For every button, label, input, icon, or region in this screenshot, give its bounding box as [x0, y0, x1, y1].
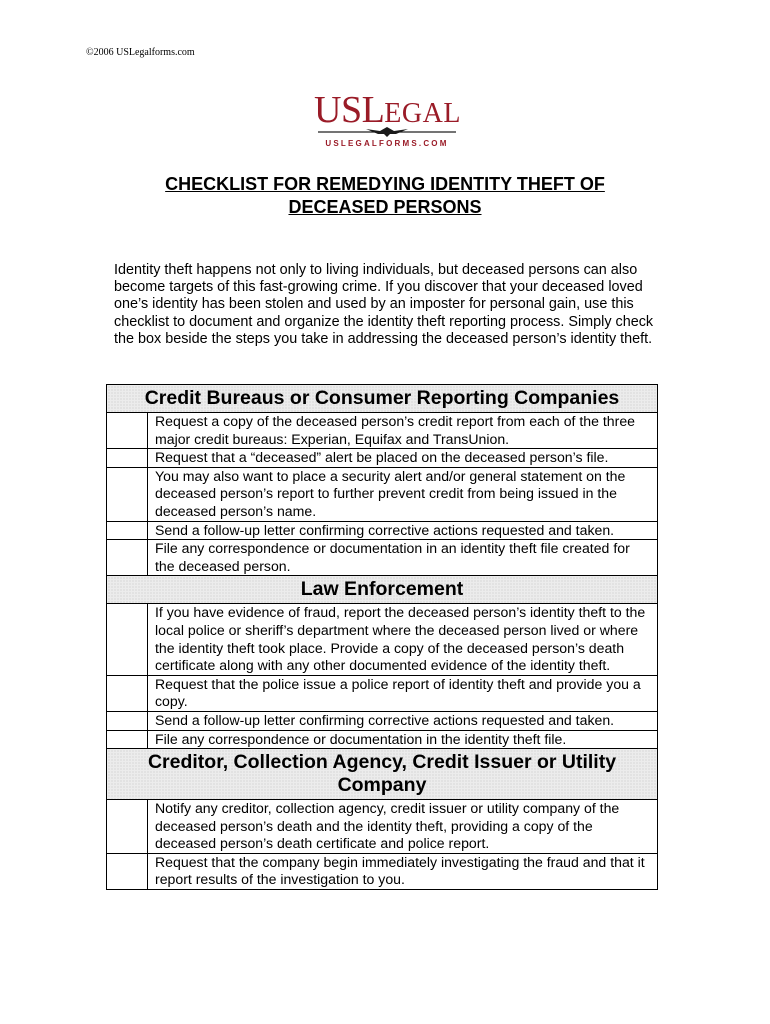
checkbox-cell[interactable]	[107, 730, 148, 749]
checkbox-cell[interactable]	[107, 711, 148, 730]
section-header-creditor	[107, 749, 658, 800]
checkbox-cell[interactable]	[107, 675, 148, 711]
item-text: Request that the company begin immediately investigating the fraud and that it report results of the investigation to you.	[148, 853, 658, 889]
item-text: Send a follow-up letter confirming corrective actions requested and taken.	[148, 711, 658, 730]
title-line-1: CHECKLIST FOR REMEDYING IDENTITY THEFT OF	[165, 174, 605, 194]
section-title: Creditor, Collection Agency, Credit Issuer or Utility Company	[107, 749, 658, 800]
checkbox-cell[interactable]	[107, 800, 148, 854]
checklist-item	[107, 413, 658, 449]
checklist-item	[107, 449, 658, 468]
checklist-item	[107, 711, 658, 730]
checkbox-cell[interactable]	[107, 604, 148, 675]
checklist-item	[107, 675, 658, 711]
checkbox-cell[interactable]	[107, 540, 148, 576]
checkbox-cell[interactable]	[107, 413, 148, 449]
checklist-item	[107, 853, 658, 889]
checkbox-cell[interactable]	[107, 467, 148, 521]
checklist-item	[107, 540, 658, 576]
intro-paragraph: Identity theft happens not only to living individuals, but deceased persons can also become targets of this fast-growing crime. If you discover that your deceased loved one’s identity has been stolen and used by an imposter for personal gain, use this checklist to document and organize the identity theft reporting process. Simply check the box beside the steps you take in addressing the deceased person’s identity theft.	[114, 262, 654, 347]
checkbox-cell[interactable]	[107, 521, 148, 540]
checkbox-cell[interactable]	[107, 853, 148, 889]
document-title	[100, 173, 670, 219]
item-text: If you have evidence of fraud, report the deceased person’s identity theft to the local police or sheriff’s department where the deceased person lived or where the identity theft took place. Provide a copy of the deceased person’s death certificate along with any other documented evidence of the identity theft.	[148, 604, 658, 675]
logo-url: USLEGALFORMS.COM	[325, 139, 449, 148]
copyright-notice: ©2006 USLegalforms.com	[86, 47, 195, 58]
uslegal-logo	[314, 89, 461, 152]
checklist-item	[107, 467, 658, 521]
item-text: You may also want to place a security alert and/or general statement on the deceased person’s report to further prevent credit from being issued in the deceased person’s name.	[148, 467, 658, 521]
item-text: Send a follow-up letter confirming corrective actions requested and taken.	[148, 521, 658, 540]
section-title: Credit Bureaus or Consumer Reporting Companies	[107, 385, 658, 413]
checklist-table	[106, 384, 658, 890]
item-text: File any correspondence or documentation in an identity theft file created for the deceased person.	[148, 540, 658, 576]
checklist-item	[107, 730, 658, 749]
section-header-credit-bureaus	[107, 385, 658, 413]
section-header-law-enforcement	[107, 576, 658, 604]
item-text: File any correspondence or documentation in the identity theft file.	[148, 730, 658, 749]
checklist-item	[107, 604, 658, 675]
eagle-icon	[314, 126, 460, 138]
item-text: Request that a “deceased” alert be placed on the deceased person’s file.	[148, 449, 658, 468]
checklist-item	[107, 800, 658, 854]
checklist-item	[107, 521, 658, 540]
checkbox-cell[interactable]	[107, 449, 148, 468]
item-text: Notify any creditor, collection agency, credit issuer or utility company of the deceased person’s death and the identity theft, providing a copy of the deceased person’s death certificate and police report.	[148, 800, 658, 854]
logo-wordmark: USLEGAL	[314, 89, 461, 131]
item-text: Request that the police issue a police report of identity theft and provide you a copy.	[148, 675, 658, 711]
section-title: Law Enforcement	[107, 576, 658, 604]
item-text: Request a copy of the deceased person’s credit report from each of the three major credit bureaus: Experian, Equifax and TransUnion.	[148, 413, 658, 449]
title-line-2: DECEASED PERSONS	[288, 197, 482, 217]
